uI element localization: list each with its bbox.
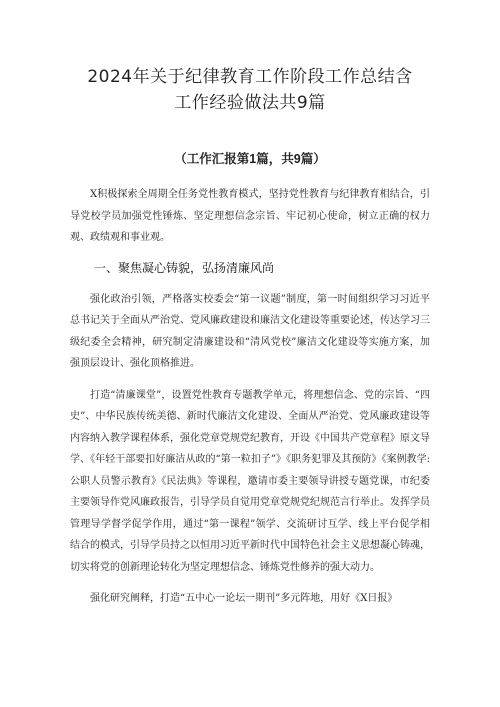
document-title bbox=[70, 64, 430, 116]
body-paragraph-3: 强化研究阐释，打造“五中心一论坛一期刊”多元阵地，用好《X日报》 bbox=[90, 593, 398, 604]
section-1-heading: 一、聚焦凝心铸貌，弘扬清廉风尚 bbox=[94, 260, 275, 275]
body-paragraph-1: 强化政治引领，严格落实校委会“第一议题”制度，第一时间组织学习习近平总书记关于全面从严治党、党风廉政建设和廉洁文化建设等重要论述，传达学习三级纪委全会精神，研究制定清廉建设和“清风党校”廉洁文化建设等实施方案，加强顶层设计、强化顶格推进。 bbox=[70, 293, 430, 369]
title-line-1: 2024年关于纪律教育工作阶段工作总结含 bbox=[87, 67, 413, 87]
document-subtitle: （工作汇报第1篇，共9篇） bbox=[174, 152, 326, 166]
intro-paragraph: X积极探索全周期全任务党性教育模式，坚持党性教育与纪律教育相结合，引导党校学员加强党性锤炼、坚定理想信念宗旨、牢记初心使命，树立正确的权力观、政绩观和事业观。 bbox=[70, 189, 430, 243]
title-line-2: 工作经验做法共9篇 bbox=[174, 93, 326, 113]
body-paragraph-2: 打造“清廉课堂”，设置党性教育专题教学单元，将理想信念、党的宗旨、“四史”、中华民族传统美德、新时代廉洁文化建设、全面从严治党、党风廉政建设等内容纳入教学课程体系，强化党章党规党纪教育，开设《中国共产党章程》原文导学、《年轻干部要扣好廉洁从政的“第一粒扣子”》《职务犯罪及其预防》《案例教学:公职人员警示教育》《民法典》等课程，邀请市委主要领导讲授专题党课，市纪委主要领导作党风廉政报告，引导学员自觉用党章党规党纪规范言行举止。发挥学员管理导学督学促学作用，通过“第一课程”领学、交流研讨互学、线上平台促学相结合的模式，引导学员持之以恒用习近平新时代中国特色社会主义思想凝心铸魂，切实将党的创新理论转化为坚定理想信念、锤炼党性修养的强大动力。 bbox=[70, 389, 430, 573]
